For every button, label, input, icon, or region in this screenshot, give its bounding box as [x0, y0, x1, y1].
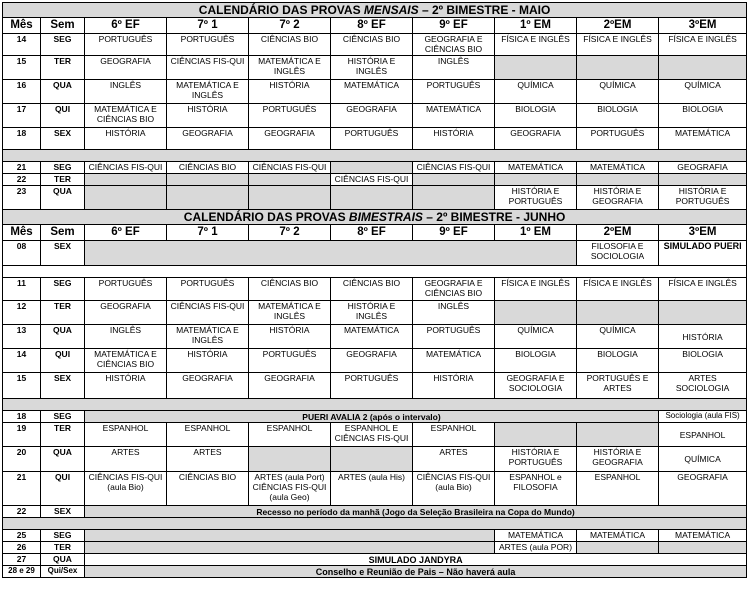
cell-subject: MATEMÁTICA: [413, 349, 495, 373]
col-header-mes: Mês: [3, 225, 41, 241]
col-header-7-2: 7º 2: [249, 18, 331, 34]
cell-subject: BIOLOGIA: [659, 349, 747, 373]
col-header-7-2: 7º 2: [249, 225, 331, 241]
cell-subject: HISTÓRIA E PORTUGUÊS: [659, 186, 747, 210]
cell-subject: ARTES (aula POR): [495, 542, 577, 554]
cell-subject: CIÊNCIAS FIS-QUI (aula Bio): [85, 472, 167, 506]
exam-calendar-table: [2, 2, 747, 578]
cell-subject: PORTUGUÊS: [577, 128, 659, 150]
col-header-1em: 1º EM: [495, 225, 577, 241]
cell-subject: ESPANHOL E CIÊNCIAS FIS-QUI: [331, 423, 413, 447]
cell-day: 12: [3, 301, 41, 325]
cell-subject: GEOGRAFIA E CIÊNCIAS BIO: [413, 278, 495, 301]
cell-subject: PORTUGUÊS: [413, 80, 495, 104]
cell-subject: INGLÊS: [413, 56, 495, 80]
cell-subject: CIÊNCIAS FIS-QUI: [249, 162, 331, 174]
cell-empty: [331, 162, 413, 174]
cell-subject: PORTUGUÊS: [167, 34, 249, 56]
mensais-title-row: [3, 3, 747, 18]
table-row: [3, 80, 747, 104]
cell-subject: HISTÓRIA: [167, 349, 249, 373]
cell-empty: [249, 186, 331, 210]
table-row: [3, 104, 747, 128]
cell-subject: QUÍMICA: [659, 80, 747, 104]
cell-empty: [167, 186, 249, 210]
cell-subject: MATEMÁTICA: [331, 325, 413, 349]
cell-subject: HISTÓRIA E PORTUGUÊS: [495, 186, 577, 210]
col-header-6ef: 6º EF: [85, 18, 167, 34]
cell-empty: [413, 186, 495, 210]
cell-subject: HISTÓRIA E INGLÊS: [331, 56, 413, 80]
cell-weekday: QUI: [41, 472, 85, 506]
cell-weekday: Qui/Sex: [41, 566, 85, 578]
separator-cell: [3, 399, 747, 411]
cell-day: 14: [3, 349, 41, 373]
cell-weekday: QUI: [41, 349, 85, 373]
cell-empty: [659, 542, 747, 554]
table-row: [3, 349, 747, 373]
separator-cell: [3, 518, 747, 530]
cell-empty: [85, 542, 495, 554]
cell-subject: Sociologia (aula FIS): [659, 411, 747, 423]
cell-subject: HISTÓRIA: [249, 80, 331, 104]
cell-subject: MATEMÁTICA E CIÊNCIAS BIO: [85, 104, 167, 128]
cell-weekday: TER: [41, 423, 85, 447]
col-header-2em: 2ºEM: [577, 18, 659, 34]
col-header-sem: Sem: [41, 225, 85, 241]
cell-day: 26: [3, 542, 41, 554]
cell-day: 17: [3, 104, 41, 128]
cell-subject: GEOGRAFIA: [85, 56, 167, 80]
cell-subject: FÍSICA E INGLÊS: [495, 278, 577, 301]
cell-subject: MATEMÁTICA: [331, 80, 413, 104]
cell-weekday: QUI: [41, 104, 85, 128]
cell-weekday: SEX: [41, 506, 85, 518]
cell-empty: [577, 56, 659, 80]
cell-subject: QUÍMICA: [495, 325, 577, 349]
cell-subject: PORTUGUÊS: [331, 373, 413, 399]
col-header-9ef: 9º EF: [413, 18, 495, 34]
cell-empty: [331, 186, 413, 210]
cell-empty: [249, 447, 331, 472]
col-header-8ef: 8º EF: [331, 225, 413, 241]
cell-empty: [577, 423, 659, 447]
cell-day: 16: [3, 80, 41, 104]
cell-subject: INGLÊS: [85, 325, 167, 349]
cell-subject: GEOGRAFIA: [331, 349, 413, 373]
cell-subject: GEOGRAFIA: [331, 104, 413, 128]
col-header-9ef: 9º EF: [413, 225, 495, 241]
cell-subject: CIÊNCIAS BIO: [167, 162, 249, 174]
cell-subject: MATEMÁTICA E CIÊNCIAS BIO: [85, 349, 167, 373]
cell-subject: ESPANHOL: [577, 472, 659, 506]
cell-subject: BIOLOGIA: [495, 104, 577, 128]
cell-subject: MATEMÁTICA E INGLÊS: [167, 80, 249, 104]
cell-subject: CIÊNCIAS FIS-QUI: [85, 162, 167, 174]
cell-subject: FÍSICA E INGLÊS: [577, 34, 659, 56]
cell-subject: PORTUGUÊS: [85, 34, 167, 56]
cell-subject: GEOGRAFIA: [495, 128, 577, 150]
cell-day: 20: [3, 447, 41, 472]
cell-subject: CIÊNCIAS BIO: [331, 34, 413, 56]
cell-subject: MATEMÁTICA E INGLÊS: [249, 301, 331, 325]
bimestrais-title: CALENDÁRIO DAS PROVAS BIMESTRAIS – 2º BIMESTRE - JUNHO: [3, 210, 747, 225]
table-row: [3, 530, 747, 542]
cell-day: 28 e 29: [3, 566, 41, 578]
cell-weekday: TER: [41, 301, 85, 325]
cell-subject: PORTUGUÊS: [413, 325, 495, 349]
cell-subject: HISTÓRIA: [413, 128, 495, 150]
cell-subject: HISTÓRIA E PORTUGUÊS: [495, 447, 577, 472]
cell-weekday: SEX: [41, 128, 85, 150]
cell-subject: ARTES (aula Port) CIÊNCIAS FIS-QUI (aula Geo): [249, 472, 331, 506]
cell-subject: MATEMÁTICA: [495, 162, 577, 174]
cell-subject: MATEMÁTICA: [577, 530, 659, 542]
cell-subject: HISTÓRIA E INGLÊS: [331, 301, 413, 325]
cell-subject: HISTÓRIA: [413, 373, 495, 399]
cell-subject: BIOLOGIA: [659, 104, 747, 128]
cell-empty: [495, 423, 577, 447]
cell-weekday: SEG: [41, 278, 85, 301]
cell-subject: CIÊNCIAS BIO: [167, 472, 249, 506]
cell-day: 21: [3, 472, 41, 506]
merged-event-cell: PUERI AVALIA 2 (após o intervalo): [85, 411, 659, 423]
cell-empty: [85, 174, 167, 186]
cell-subject: GEOGRAFIA: [249, 373, 331, 399]
table-row: [3, 423, 747, 447]
cell-empty: [577, 174, 659, 186]
cell-subject: PORTUGUÊS: [249, 104, 331, 128]
cell-subject: HISTÓRIA E GEOGRAFIA: [577, 186, 659, 210]
table-row: [3, 301, 747, 325]
col-header-mes: Mês: [3, 18, 41, 34]
col-header-7-1: 7º 1: [167, 18, 249, 34]
mensais-header-row: [3, 18, 747, 34]
cell-subject: PORTUGUÊS: [85, 278, 167, 301]
cell-weekday: QUA: [41, 554, 85, 566]
cell-day: 13: [3, 325, 41, 349]
cell-day: 15: [3, 373, 41, 399]
cell-subject: PORTUGUÊS: [249, 349, 331, 373]
cell-subject: PORTUGUÊS: [167, 278, 249, 301]
table-row: [3, 128, 747, 150]
cell-subject: ARTES: [167, 447, 249, 472]
cell-subject: GEOGRAFIA: [167, 128, 249, 150]
cell-subject: GEOGRAFIA E CIÊNCIAS BIO: [413, 34, 495, 56]
cell-subject: CIÊNCIAS BIO: [249, 34, 331, 56]
cell-day: 22: [3, 506, 41, 518]
cell-weekday: SEG: [41, 162, 85, 174]
cell-subject: MATEMÁTICA: [577, 162, 659, 174]
cell-subject: PORTUGUÊS E ARTES: [577, 373, 659, 399]
cell-subject: PORTUGUÊS: [331, 128, 413, 150]
separator-cell: [3, 150, 747, 162]
cell-empty: [495, 301, 577, 325]
cell-empty: [167, 174, 249, 186]
cell-subject: HISTÓRIA E GEOGRAFIA: [577, 447, 659, 472]
cell-subject: INGLÊS: [85, 80, 167, 104]
cell-empty: [659, 56, 747, 80]
cell-weekday: SEG: [41, 530, 85, 542]
col-header-6ef: 6º EF: [85, 225, 167, 241]
table-row: [3, 554, 747, 566]
cell-weekday: QUA: [41, 186, 85, 210]
cell-subject: HISTÓRIA: [85, 128, 167, 150]
table-row: [3, 34, 747, 56]
merged-event-cell: SIMULADO JANDYRA: [85, 554, 747, 566]
cell-empty: [85, 530, 495, 542]
cell-subject: MATEMÁTICA E INGLÊS: [167, 325, 249, 349]
cell-subject: QUÍMICA: [577, 80, 659, 104]
cell-weekday: QUA: [41, 80, 85, 104]
cell-day: 08: [3, 241, 41, 266]
cell-day: 22: [3, 174, 41, 186]
cell-empty: [495, 56, 577, 80]
cell-subject: BIOLOGIA: [495, 349, 577, 373]
table-row: [3, 411, 747, 423]
cell-weekday: SEG: [41, 411, 85, 423]
bimestrais-header-row: [3, 225, 747, 241]
cell-subject: GEOGRAFIA: [659, 162, 747, 174]
cell-day: 21: [3, 162, 41, 174]
cell-subject: MATEMÁTICA: [659, 128, 747, 150]
cell-empty: [495, 174, 577, 186]
cell-subject: ESPANHOL: [167, 423, 249, 447]
cell-subject: QUÍMICA: [495, 80, 577, 104]
cell-empty: [85, 241, 577, 266]
cell-empty: [659, 174, 747, 186]
cell-subject: MATEMÁTICA: [659, 530, 747, 542]
cell-subject: FÍSICA E INGLÊS: [659, 278, 747, 301]
cell-day: 23: [3, 186, 41, 210]
cell-subject: CIÊNCIAS FIS-QUI (aula Bio): [413, 472, 495, 506]
cell-subject: CIÊNCIAS BIO: [249, 278, 331, 301]
cell-weekday: SEX: [41, 241, 85, 266]
cell-subject: HISTÓRIA: [659, 325, 747, 349]
cell-subject: HISTÓRIA: [85, 373, 167, 399]
cell-subject: CIÊNCIAS BIO: [331, 278, 413, 301]
separator-row: [3, 399, 747, 411]
cell-subject: MATEMÁTICA: [413, 104, 495, 128]
cell-day: 11: [3, 278, 41, 301]
merged-event-cell: Conselho e Reunião de Pais – Não haverá aula: [85, 566, 747, 578]
cell-subject: CIÊNCIAS FIS-QUI: [331, 174, 413, 186]
bimestrais-title-row: [3, 210, 747, 225]
blank-cell: [3, 266, 747, 278]
table-row: [3, 447, 747, 472]
cell-subject: GEOGRAFIA: [659, 472, 747, 506]
cell-subject: ESPANHOL: [249, 423, 331, 447]
cell-subject: ARTES: [85, 447, 167, 472]
cell-empty: [331, 447, 413, 472]
cell-empty: [85, 186, 167, 210]
col-header-2em: 2ºEM: [577, 225, 659, 241]
cell-subject: ARTES SOCIOLOGIA: [659, 373, 747, 399]
cell-subject: QUÍMICA: [577, 325, 659, 349]
cell-weekday: SEX: [41, 373, 85, 399]
cell-subject: ARTES: [413, 447, 495, 472]
col-header-7-1: 7º 1: [167, 225, 249, 241]
cell-day: 27: [3, 554, 41, 566]
col-header-sem: Sem: [41, 18, 85, 34]
table-row: [3, 506, 747, 518]
cell-weekday: TER: [41, 174, 85, 186]
cell-day: 25: [3, 530, 41, 542]
cell-day: 15: [3, 56, 41, 80]
mensais-title: CALENDÁRIO DAS PROVAS MENSAIS – 2º BIMESTRE - MAIO: [3, 3, 747, 18]
cell-subject: CIÊNCIAS FIS-QUI: [413, 162, 495, 174]
table-row: [3, 325, 747, 349]
cell-subject: GEOGRAFIA: [167, 373, 249, 399]
table-row: [3, 542, 747, 554]
cell-subject: ESPANHOL: [413, 423, 495, 447]
table-row: [3, 174, 747, 186]
separator-row: [3, 518, 747, 530]
cell-subject: GEOGRAFIA: [249, 128, 331, 150]
cell-day: 14: [3, 34, 41, 56]
cell-subject: MATEMÁTICA: [495, 530, 577, 542]
cell-weekday: TER: [41, 56, 85, 80]
cell-subject: CIÊNCIAS FIS-QUI: [167, 56, 249, 80]
cell-subject: FILOSOFIA E SOCIOLOGIA: [577, 241, 659, 266]
cell-empty: [659, 301, 747, 325]
cell-subject: ARTES (aula His): [331, 472, 413, 506]
cell-subject: QUÍMICA: [659, 447, 747, 472]
table-row: [3, 241, 747, 266]
cell-subject: HISTÓRIA: [249, 325, 331, 349]
cell-subject: GEOGRAFIA E SOCIOLOGIA: [495, 373, 577, 399]
cell-subject: HISTÓRIA: [167, 104, 249, 128]
col-header-3em: 3ºEM: [659, 225, 747, 241]
cell-subject: ESPANHOL e FILOSOFIA: [495, 472, 577, 506]
table-row: [3, 278, 747, 301]
cell-subject: GEOGRAFIA: [85, 301, 167, 325]
cell-empty: [577, 301, 659, 325]
cell-subject: FÍSICA E INGLÊS: [577, 278, 659, 301]
table-row: [3, 472, 747, 506]
merged-event-cell: Recesso no período da manhã (Jogo da Seleção Brasileira na Copa do Mundo): [85, 506, 747, 518]
blank-row: [3, 266, 747, 278]
cell-day: 19: [3, 423, 41, 447]
cell-subject: FÍSICA E INGLÊS: [495, 34, 577, 56]
cell-subject: CIÊNCIAS FIS-QUI: [167, 301, 249, 325]
cell-day: 18: [3, 128, 41, 150]
col-header-8ef: 8º EF: [331, 18, 413, 34]
cell-day: 18: [3, 411, 41, 423]
cell-subject: ESPANHOL: [85, 423, 167, 447]
table-row: [3, 373, 747, 399]
table-row: [3, 186, 747, 210]
cell-empty: [577, 542, 659, 554]
cell-subject: INGLÊS: [413, 301, 495, 325]
col-header-3em: 3ºEM: [659, 18, 747, 34]
cell-subject: MATEMÁTICA E INGLÊS: [249, 56, 331, 80]
table-row: [3, 566, 747, 578]
cell-empty: [249, 174, 331, 186]
cell-empty: [413, 174, 495, 186]
cell-subject: ESPANHOL: [659, 423, 747, 447]
separator-row: [3, 150, 747, 162]
cell-weekday: QUA: [41, 447, 85, 472]
col-header-1em: 1º EM: [495, 18, 577, 34]
cell-weekday: SEG: [41, 34, 85, 56]
table-row: [3, 162, 747, 174]
cell-weekday: TER: [41, 542, 85, 554]
cell-subject: BIOLOGIA: [577, 104, 659, 128]
cell-subject: BIOLOGIA: [577, 349, 659, 373]
cell-subject: SIMULADO PUERI: [659, 241, 747, 266]
table-row: [3, 56, 747, 80]
cell-subject: FÍSICA E INGLÊS: [659, 34, 747, 56]
cell-weekday: QUA: [41, 325, 85, 349]
